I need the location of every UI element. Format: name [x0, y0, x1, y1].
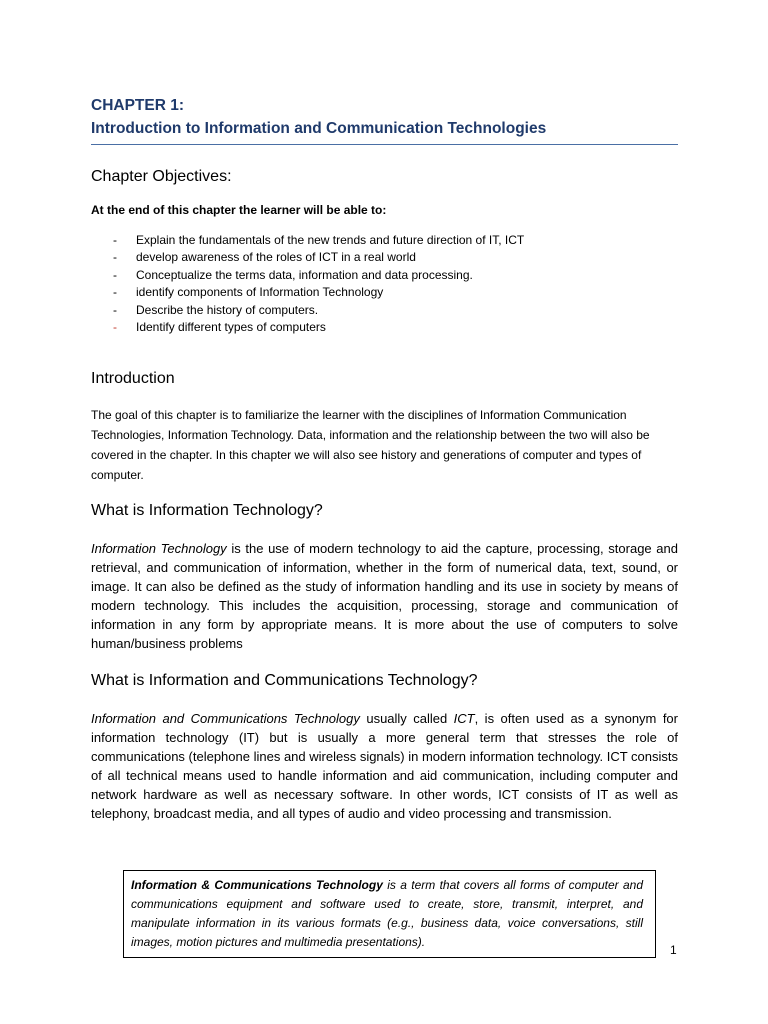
chapter-title: Introduction to Information and Communication Technologies: [91, 120, 547, 137]
ict-text-b: , is often used as a synonym for information technology (IT) but is usually a more general term that stresses the role of communications (telephone lines and wireless signals) in modern information technology. ICT consists of all technical means used to handle information and aid communication, including computer and network hardware as well as necessary software. In other words, ICT consists of IT as well as telephony, broadcast media, and all types of audio and video processing and transmission.: [91, 711, 678, 822]
objective-text: Identify different types of computers: [136, 320, 326, 335]
bullet-dash: -: [113, 267, 117, 282]
ict-paragraph: [91, 709, 678, 823]
definition-term: Information & Communications Technology: [131, 878, 383, 892]
ict-abbr: ICT: [453, 711, 475, 727]
ict-term: Information and Communications Technology: [91, 711, 360, 727]
objective-text: Conceptualize the terms data, information and data processing.: [136, 267, 473, 282]
bullet-dash: -: [113, 320, 117, 335]
objective-text: Describe the history of computers.: [136, 302, 319, 317]
bullet-dash: -: [113, 285, 117, 300]
it-heading: What is Information Technology?: [91, 502, 323, 520]
document-page: [91, 94, 678, 823]
definition-box: [123, 870, 656, 958]
objectives-lead: At the end of this chapter the learner will be able to:: [91, 203, 387, 217]
list-item: [91, 232, 678, 249]
it-term: Information Technology: [91, 541, 227, 557]
objective-text: identify components of Information Technology: [136, 285, 384, 300]
it-paragraph: [91, 539, 678, 653]
bullet-dash: -: [113, 302, 117, 317]
list-item: [91, 319, 678, 336]
bullet-dash: -: [113, 250, 117, 265]
introduction-paragraph: The goal of this chapter is to familiarize the learner with the disciplines of Information Communication Technologies, Information Technology. Data, information and the relationship between the two will also be covered in the chapter. In this chapter we will also see history and generations of computer and types of computer.: [91, 408, 650, 483]
title-divider: [91, 144, 678, 145]
objectives-heading: Chapter Objectives:: [91, 168, 232, 185]
ict-heading: What is Information and Communications Technology?: [91, 672, 478, 690]
it-definition-text: is the use of modern technology to aid the capture, processing, storage and retrieval, and communication of information, whether in the form of numerical data, text, sound, or image. It can also be defined as the study of information handling and its use in society by means of modern technology. This includes the acquisition, processing, storage and communication of information in any form by appropriate means. It is more about the use of computers to solve human/business problems: [91, 541, 678, 652]
definition-text: is a term that covers all forms of computer and communications equipment and software used to create, store, transmit, interpret, and manipulate information in its various formats (e.g., business data, voice conversations, still images, motion pictures and multimedia presentations).: [131, 878, 643, 949]
list-item: [91, 284, 678, 301]
bullet-dash: -: [113, 233, 117, 247]
objective-text: develop awareness of the roles of ICT in a real world: [136, 250, 416, 265]
list-item: [91, 249, 678, 266]
objectives-list: [91, 232, 678, 336]
list-item: [91, 302, 678, 319]
ict-text-a: usually called: [359, 711, 454, 727]
page-number: 1: [670, 943, 677, 957]
chapter-label: CHAPTER 1:: [91, 97, 185, 114]
introduction-heading: Introduction: [91, 370, 175, 388]
list-item: [91, 267, 678, 284]
objective-text: Explain the fundamentals of the new trends and future direction of IT, ICT: [136, 233, 525, 247]
